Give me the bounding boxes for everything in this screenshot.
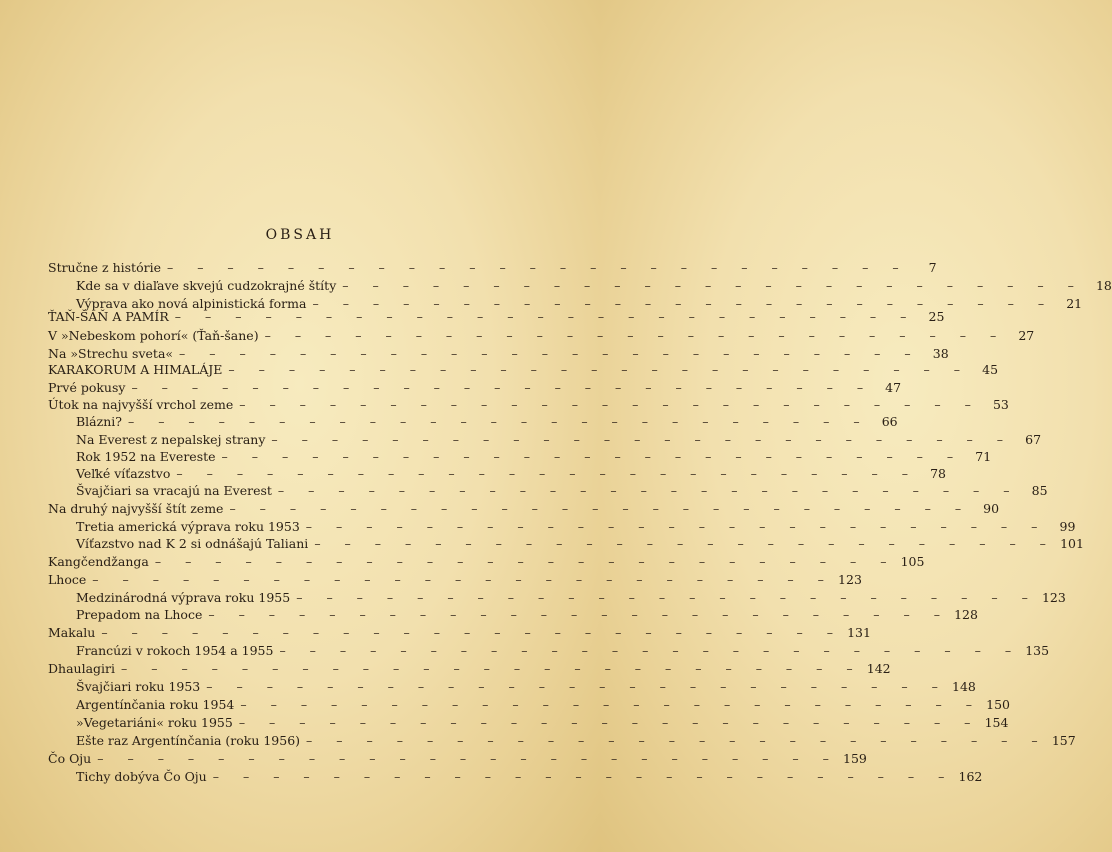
toc-row [48,518,1076,536]
toc-label: Švajčiari sa vracajú na Everest [76,483,272,498]
toc-page-number: 78 [930,466,946,481]
leader-dashes: – – – – – – – – – – – – – – – – – – – – – – – – – [212,769,955,784]
toc-row [48,642,1050,660]
toc-page-number: 25 [928,309,945,324]
toc-row [48,714,1009,732]
toc-page-number: 142 [866,661,891,676]
leader-dashes: – – – – – – – – – – – – – – – – – – – – – – – – – [296,590,1038,605]
toc-row [48,327,1035,345]
leader-dashes: – – – – – – – – – – – – – – – – – – – – – – – – – [221,449,964,464]
toc-row [48,571,862,589]
leader-dashes: – – – – – – – – – – – – – – – – – – – – – – – – – [264,328,1007,343]
toc-label: Na »Strechu sveta« [48,346,174,361]
page-title: OBSAH [265,227,335,243]
toc-label: Lhoce [48,572,87,587]
toc-page-number: 135 [1025,643,1050,658]
leader-dashes: – – – – – – – – – – – – – – – – – – – – – – – – – [238,715,981,730]
toc-label: Rok 1952 na Evereste [76,449,216,464]
toc-label: KARAKORUM A HIMALÁJE [48,362,223,377]
toc-label: Prvé pokusy [48,380,126,395]
leader-dashes: – – – – – – – – – – – – – – – – – – – – – – – – – [271,432,1014,447]
toc-page-number: 27 [1018,328,1035,343]
toc-label: Kangčendžanga [48,554,149,569]
toc-label: Čo Oju [48,751,92,766]
leader-dashes: – – – – – – – – – – – – – – – – – – – – – – – – – [228,362,971,377]
toc-label: Na druhý najvyšší štít zeme [48,501,224,516]
toc-row [48,465,946,483]
toc-label: Medzinárodná výprava roku 1955 [76,590,291,605]
toc-label: Útok na najvyšší vrchol zeme [48,397,234,412]
toc-row [48,553,925,571]
toc-label: Stručne z histórie [48,260,161,275]
toc-page-number: 99 [1059,519,1076,534]
toc-row [48,259,937,277]
toc-page-number: 157 [1051,733,1076,748]
toc-label: Blázni? [76,414,122,429]
toc-label: Prepadom na Lhoce [76,607,203,622]
toc-label: Ešte raz Argentínčania (roku 1956) [76,733,301,748]
toc-label: Švajčiari roku 1953 [76,679,201,694]
toc-page-number: 123 [838,572,862,587]
toc-page-number: 148 [952,679,976,694]
toc-row [48,696,1010,714]
toc-row [48,277,1112,295]
toc-page-number: 47 [885,380,902,395]
leader-dashes: – – – – – – – – – – – – – – – – – – – – – – – – – [97,751,839,766]
leader-dashes: – – – – – – – – – – – – – – – – – – – – – – – – – [306,733,1048,748]
toc-page-number: 101 [1060,536,1084,551]
toc-row [48,678,976,696]
leader-dashes: – – – – – – – – – – – – – – – – – – – – – – – – – [154,554,897,569]
leader-dashes: – – – – – – – – – – – – – – – – – – – – – – – – – [127,414,870,429]
toc-row [48,448,992,466]
toc-label: Makalu [48,625,96,640]
toc-row [48,732,1076,750]
leader-dashes: – – – – – – – – – – – – – – – – – – – – – – – – – [208,607,950,622]
leader-dashes: – – – – – – – – – – – – – – – – – – – – – – – – – [92,572,834,587]
toc-row [48,624,871,642]
leader-dashes: – – – – – – – – – – – – – – – – – – – – – – – – – [229,501,972,516]
leader-dashes: – – – – – – – – – – – – – – – – – – – – – – – – – [279,643,1022,658]
toc-label: Víťazstvo nad K 2 si odnášajú Taliani [76,536,309,551]
toc-row [48,379,902,397]
leader-dashes: – – – – – – – – – – – – – – – – – – – – – – – – – [101,625,843,640]
leader-dashes: – – – – – – – – – – – – – – – – – – – – – – – – – [174,309,917,324]
toc-row [48,589,1066,607]
toc-label: Na Everest z nepalskej strany [76,432,266,447]
toc-row [48,482,1048,500]
toc-label: »Vegetariáni« roku 1955 [76,715,233,730]
leader-dashes: – – – – – – – – – – – – – – – – – – – – – – – – – [166,260,909,275]
toc-page-number: 85 [1031,483,1048,498]
leader-dashes: – – – – – – – – – – – – – – – – – – – – – – – – – [179,346,921,361]
toc-label: Kde sa v diaľave skvejú cudzokrajné štíty [76,278,337,293]
toc-page-number: 66 [881,414,898,429]
leader-dashes: – – – – – – – – – – – – – – – – – – – – – – – – – [312,296,1055,311]
toc-label: Argentínčania roku 1954 [76,697,235,712]
leader-dashes: – – – – – – – – – – – – – – – – – – – – – – – – – [176,466,918,481]
leader-dashes: – – – – – – – – – – – – – – – – – – – – – – – – – [239,397,981,412]
toc-page-number: 131 [847,625,871,640]
toc-page-number: 123 [1041,590,1066,605]
toc-page-number: 21 [1066,296,1083,311]
toc-label: Tichy dobýva Čo Oju [76,769,207,784]
toc-row [48,431,1042,449]
toc-row [48,606,978,624]
leader-dashes: – – – – – – – – – – – – – – – – – – – – – – – – – [277,483,1020,498]
toc-row [48,361,999,379]
toc-label: Tretia americká výprava roku 1953 [76,519,300,534]
toc-label: ŤAŇ-ŠAŇ A PAMÍR [48,309,169,324]
toc-page-number: 162 [958,769,983,784]
toc-label: Výprava ako nová alpinistická forma [76,296,307,311]
toc-page-number: 7 [928,260,937,275]
toc-row [48,308,945,326]
leader-dashes: – – – – – – – – – – – – – – – – – – – – – – – – – [121,661,863,676]
toc-page-number: 71 [975,449,992,464]
toc-page-number: 45 [982,362,999,377]
toc-row [48,413,898,431]
toc-page-number: 18 [1095,278,1112,293]
leader-dashes: – – – – – – – – – – – – – – – – – – – – – – – – – [206,679,948,694]
leader-dashes: – – – – – – – – – – – – – – – – – – – – – – – – – [342,278,1084,293]
leader-dashes: – – – – – – – – – – – – – – – – – – – – – – – – – [240,697,982,712]
toc-row [48,535,1084,553]
toc-label: Dhaulagiri [48,661,115,676]
leader-dashes: – – – – – – – – – – – – – – – – – – – – – – – – – [305,519,1048,534]
toc-page-number: 38 [932,346,949,361]
toc-page-number: 105 [900,554,925,569]
leader-dashes: – – – – – – – – – – – – – – – – – – – – – – – – – [131,380,874,395]
toc-page-number: 67 [1025,432,1042,447]
toc-row [48,660,891,678]
toc-row [48,500,1000,518]
toc-page-number: 154 [984,715,1009,730]
leader-dashes: – – – – – – – – – – – – – – – – – – – – – – – – – [314,536,1056,551]
toc-label: Veľké víťazstvo [76,466,171,481]
toc-page-number: 150 [986,697,1010,712]
toc-page-number: 90 [983,501,1000,516]
toc-label: V »Nebeskom pohorí« (Ťaň-šane) [48,328,259,343]
toc-label: Francúzi v rokoch 1954 a 1955 [76,643,274,658]
toc-page-number: 53 [992,397,1009,412]
toc-page-number: 159 [843,751,867,766]
toc-row [48,768,983,786]
toc-row [48,750,867,768]
toc-row [48,396,1009,414]
toc-page-number: 128 [954,607,978,622]
